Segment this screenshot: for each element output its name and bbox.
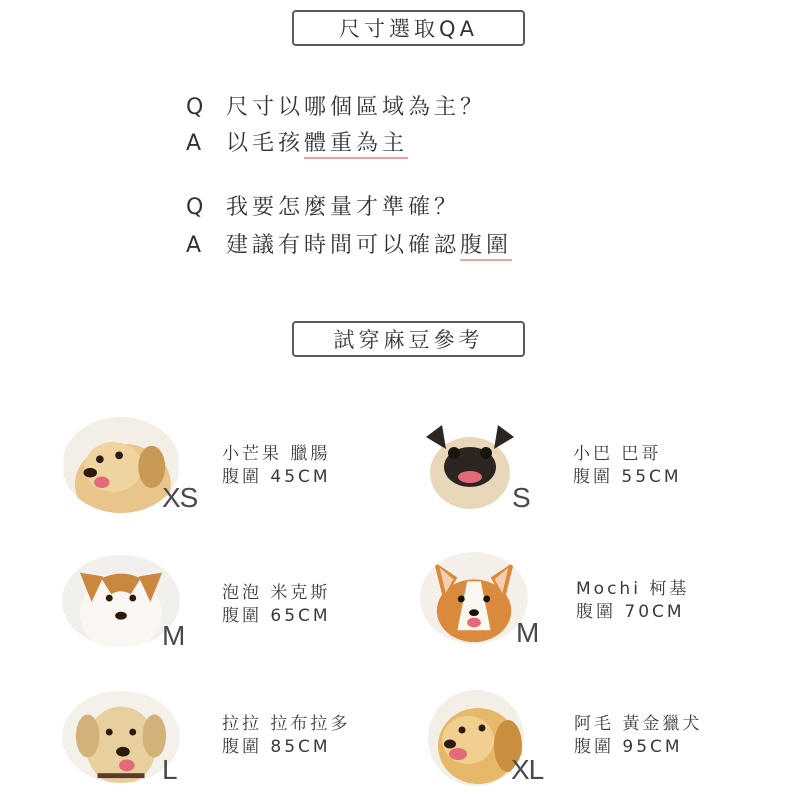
size-tag: L	[162, 754, 177, 785]
model-name: 拉拉 拉布拉多	[222, 714, 351, 734]
answer-1	[186, 126, 408, 157]
model-measure: 腹圍 70CM	[576, 602, 685, 622]
answer-prefix: A	[186, 233, 206, 258]
model-measure: 腹圍 95CM	[574, 737, 683, 757]
answer-text: 以毛孩	[226, 131, 305, 156]
model-info	[576, 578, 689, 624]
size-tag: S	[512, 482, 530, 513]
model-measure: 腹圍 65CM	[222, 606, 331, 626]
question-1	[186, 90, 486, 121]
qa-section-title: 尺寸選取QA	[292, 10, 525, 46]
answer-text: 建議有時間可以確認	[226, 233, 461, 258]
size-tag: XS	[162, 482, 198, 513]
model-info	[222, 582, 331, 628]
answer-highlight: 腹圍	[460, 233, 512, 261]
size-tag: M	[162, 620, 185, 651]
answer-highlight: 體重為主	[304, 131, 408, 159]
model-measure: 腹圍 55CM	[573, 467, 682, 487]
pug-icon	[420, 415, 520, 511]
model-name: 泡泡 米克斯	[222, 583, 331, 603]
model-info	[222, 713, 350, 759]
question-text: 尺寸以哪個區域為主？	[226, 95, 487, 120]
answer-2	[186, 228, 512, 259]
answer-prefix: A	[186, 131, 206, 156]
question-text: 我要怎麼量才準確？	[226, 195, 461, 220]
question-2	[186, 190, 460, 221]
models-section-title: 試穿麻豆參考	[292, 321, 525, 357]
model-info	[573, 443, 682, 489]
model-name: 小巴 巴哥	[573, 444, 662, 464]
model-name: 小芒果 臘腸	[222, 444, 331, 464]
model-measure: 腹圍 85CM	[222, 737, 331, 757]
model-name: Mochi 柯基	[576, 579, 690, 599]
size-tag: XL	[511, 754, 544, 785]
model-name: 阿毛 黃金獵犬	[574, 714, 703, 734]
model-measure: 腹圍 45CM	[222, 467, 331, 487]
corgi-icon	[420, 552, 528, 644]
size-tag: M	[516, 617, 539, 648]
golden-retriever-icon	[428, 690, 524, 786]
question-prefix: Q	[186, 195, 208, 220]
model-info	[222, 443, 331, 489]
question-prefix: Q	[186, 95, 208, 120]
model-info	[574, 713, 702, 759]
